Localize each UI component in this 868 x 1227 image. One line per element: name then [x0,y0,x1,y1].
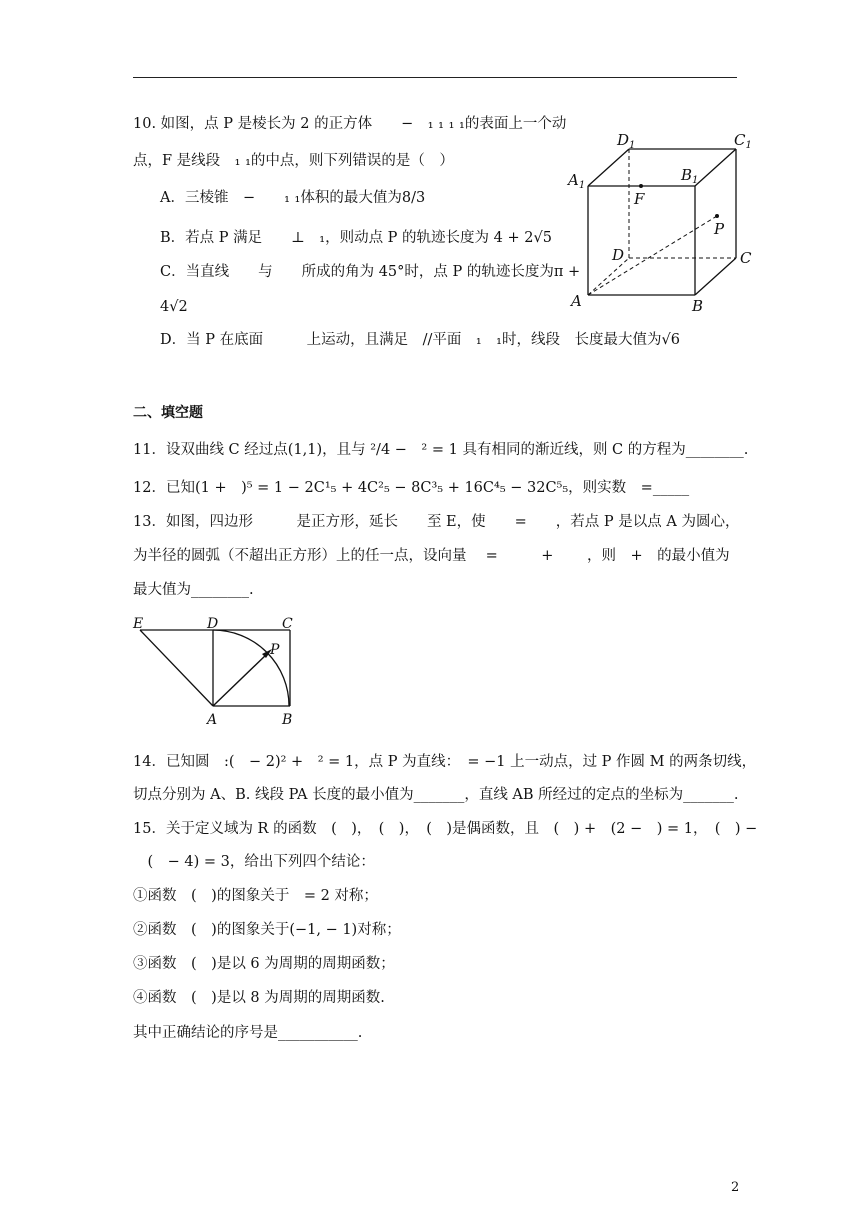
label-c: C [740,249,752,267]
q15-conclusion-4: ④函数 ( )是以 8 为周期的周期函数. [133,990,385,1006]
header-rule [133,77,737,78]
q10-option-c-line2: 4√2 [160,299,188,315]
q15-line1: 15．关于定义域为 R 的函数 ( )， ( )， ( )是偶函数，且 ( ) + (2 − ) = 1， ( ) − [133,821,758,837]
fig-label-p: P [270,642,280,658]
cube-figure [560,125,760,320]
page-number: 2 [731,1180,740,1195]
q14-line1: 14．已知圆 :( − 2)² + ² = 1，点 P 为直线： = −1 上一动点，过 P 作圆 M 的两条切线， [133,754,757,770]
label-p: P [714,220,725,238]
label-d: D [612,246,625,264]
q10-option-a: A．三棱锥 − ₁ ₁体积的最大值为8/3 [160,190,426,206]
q10-option-d: D．当 P 在底面 上运动，且满足 //平面 ₁ ₁时，线段 长度最大值为√6 [160,332,680,348]
q14-line2: 切点分别为 A、B. 线段 PA 长度的最小值为_______，直线 AB 所经过的定点的坐标为_______. [133,787,739,803]
section-heading: 二、填空题 [133,405,203,421]
q13-line3: 最大值为________. [133,582,254,598]
fig-label-a: A [207,712,218,728]
label-d1: $D_1$ [617,131,636,151]
square-arc-figure [128,612,308,730]
label-f: F [634,190,645,208]
q10-option-b: B．若点 P 满足 ⊥ ₁，则动点 P 的轨迹长度为 4 + 2√5 [160,230,552,246]
point-f [639,184,643,188]
q15-conclusion-3: ③函数 ( )是以 6 为周期的周期函数； [133,956,395,972]
fig-label-c: C [282,616,293,632]
label-b1: $B_1$ [681,166,699,186]
fig-label-e: E [133,616,144,632]
q10-stem-line1: 10. 如图，点 P 是棱长为 2 的正方体 − ₁ ₁ ₁ ₁的表面上一个动 [133,116,567,132]
label-c1: $C_1$ [734,131,752,151]
label-a1: $A_1$ [568,171,586,191]
fig-label-d: D [207,616,219,632]
label-b: B [692,297,704,315]
q10-option-c-line1: C．当直线 与 所成的角为 45°时，点 P 的轨迹长度为π + [160,264,581,280]
q10-stem-line2: 点，F 是线段 ₁ ₁的中点，则下列错误的是（ ） [133,153,454,169]
q15-line2: ( − 4) = 3，给出下列四个结论： [133,854,375,870]
q11: 11．设双曲线 C 经过点(1,1)，且与 ²/4 − ² = 1 具有相同的渐近线，则 C 的方程为________. [133,442,749,458]
q13-line1: 13．如图，四边形 是正方形，延长 至 E，使 = ，若点 P 是以点 A 为圆心， [133,514,740,530]
fig-label-b: B [282,712,293,728]
q12: 12．已知(1 + )⁵ = 1 − 2C¹₅ + 4C²₅ − 8C³₅ + 16C⁴₅ − 32C⁵₅，则实数 =_____ [133,480,690,496]
q15-conclusion-2: ②函数 ( )的图象关于(−1, − 1)对称； [133,922,401,938]
q13-line2: 为半径的圆弧（不超出正方形）上的任一点，设向量 = + ，则 + 的最小值为 [133,548,730,564]
q15-question: 其中正确结论的序号是___________. [133,1025,363,1041]
q15-conclusion-1: ①函数 ( )的图象关于 = 2 对称； [133,888,378,904]
label-a: A [571,292,582,310]
point-p [715,214,719,218]
